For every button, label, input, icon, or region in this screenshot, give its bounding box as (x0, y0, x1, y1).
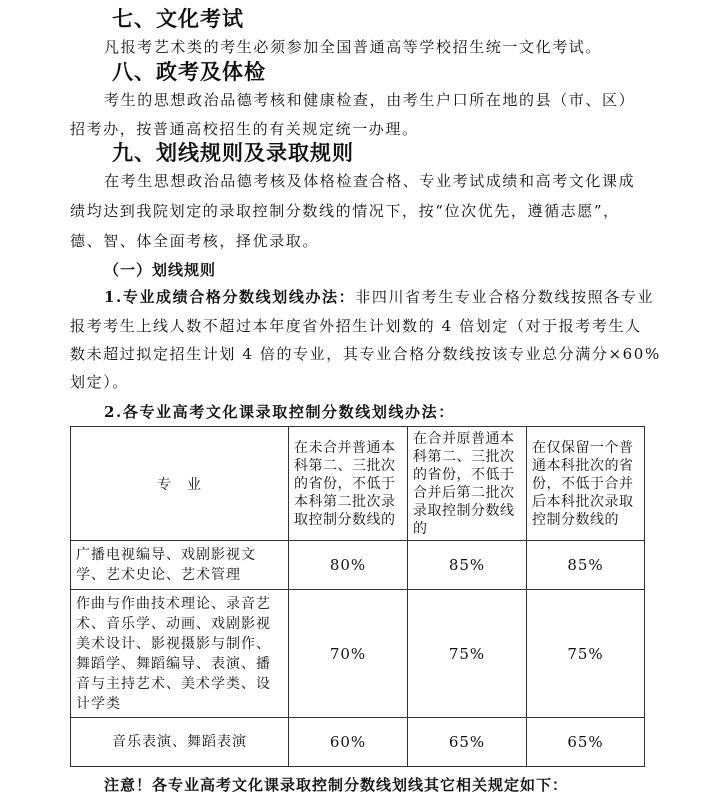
row-value-a: 60% (289, 718, 408, 767)
row-major: 作曲与作曲技术理论、录音艺术、音乐学、动画、戏剧影视美术设计、影视摄影与制作、舞蹈学、舞蹈编导、表演、播音与主持艺术、美术学类、设计学类 (71, 590, 289, 718)
table-header-row (71, 427, 645, 541)
rule-1-line-3: 数未超过拟定招生计划 4 倍的专业，其专业合格分数线按该专业总分满分×60% (70, 345, 661, 363)
header-unmerged-provinces: 在未合并普通本科第二、三批次的省份，不低于本科第二批次录取控制分数线的 (289, 427, 408, 541)
notice: 注意！各专业高考文化课录取控制分数线划线其它相关规定如下： (104, 776, 569, 794)
header-single-batch-provinces: 在仅保留一个普通本科批次的省份，不低于合并后本科批次录取控制分数线的 (527, 427, 645, 541)
header-major: 专 业 (71, 427, 289, 541)
table-row (71, 718, 645, 767)
row-value-b: 75% (408, 590, 527, 718)
row-value-b: 65% (408, 718, 527, 767)
section-8-title: 八、政考及体检 (112, 60, 266, 84)
section-9-line-2: 绩均达到我院划定的录取控制分数线的情况下，按“位次优先，遵循志愿”， (70, 202, 620, 220)
rule-1-lead: 1.专业成绩合格分数线划线办法： (104, 288, 356, 306)
threshold-table (70, 426, 645, 767)
row-major: 广播电视编导、戏剧影视文学、艺术史论、艺术管理 (71, 541, 289, 590)
rule-1-line-1 (104, 286, 654, 307)
section-8-line-1: 考生的思想政治品德考核和健康检查，由考生户口所在地的县（市、区） (104, 91, 636, 109)
rule-1-line-2: 报考考生上线人数不超过本年度省外招生计划数的 4 倍划定（对于报考考生人 (70, 317, 642, 335)
row-value-a: 70% (289, 590, 408, 718)
rules-heading: （一）划线规则 (104, 261, 217, 279)
section-7-title: 七、文化考试 (112, 7, 244, 31)
section-9-title: 九、划线规则及录取规则 (112, 141, 354, 165)
rule-1-line-4: 划定）。 (70, 373, 129, 391)
section-9-line-3: 德、智、体全面考核，择优录取。 (70, 232, 320, 250)
table-row (71, 541, 645, 590)
section-9-line-1: 在考生思想政治品德考核及体格检查合格、专业考试成绩和高考文化课成 (104, 172, 636, 190)
rule-2: 2.各专业高考文化课录取控制分数线划线办法： (104, 403, 455, 421)
header-merged-provinces: 在合并原普通本科第二、三批次的省份，不低于合并后第二批次录取控制分数线的 (408, 427, 527, 541)
row-value-c: 75% (527, 590, 645, 718)
rule-1-line-1-text: 非四川省考生专业合格分数线按照各专业 (355, 288, 655, 306)
row-value-c: 85% (527, 541, 645, 590)
row-value-c: 65% (527, 718, 645, 767)
row-major: 音乐表演、舞蹈表演 (71, 718, 289, 767)
section-8-line-2: 招考办，按普通高校招生的有关规定统一办理。 (70, 120, 419, 138)
row-value-b: 85% (408, 541, 527, 590)
section-7-body: 凡报考艺术类的考生必须参加全国普通高等学校招生统一文化考试。 (104, 38, 603, 56)
row-value-a: 80% (289, 541, 408, 590)
table-row (71, 590, 645, 718)
